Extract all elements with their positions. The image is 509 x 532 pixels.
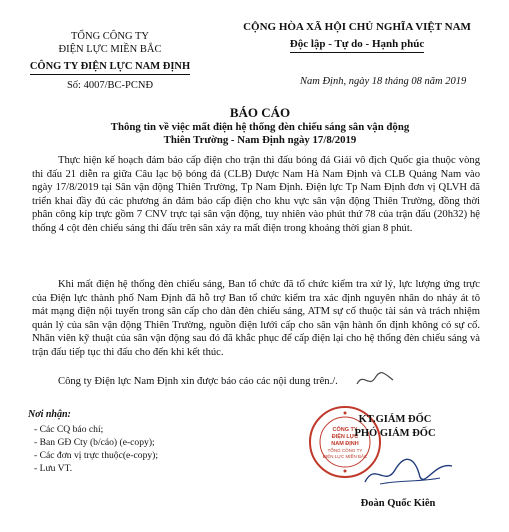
svg-text:CÔNG TY: CÔNG TY	[332, 427, 358, 433]
svg-text:ĐIỆN LỰC: ĐIỆN LỰC	[331, 434, 359, 440]
place-date: Nam Định, ngày 18 tháng 08 năm 2019	[300, 76, 467, 87]
initial-scribble	[355, 370, 395, 390]
signer-role-2: PHÓ GIÁM ĐỐC	[354, 428, 436, 439]
signature-block	[300, 413, 490, 441]
recipient-item: - Các CQ báo chí;	[34, 424, 104, 435]
report-title-block	[60, 105, 460, 147]
paragraph-1	[32, 154, 480, 236]
paragraph-3-text: Công ty Điện lực Nam Định xin được báo cáo các nội dung trên./.	[58, 376, 338, 387]
recipient-item: - Lưu VT.	[34, 463, 73, 474]
report-title: BÁO CÁO	[229, 105, 291, 120]
recipient-item: - Ban GĐ Cty (b/cáo) (e-copy);	[34, 437, 155, 448]
national-header	[222, 20, 492, 53]
org-name: CÔNG TY ĐIỆN LỰC NAM ĐỊNH	[30, 60, 190, 75]
paragraph-2	[32, 278, 480, 360]
paragraph-3	[32, 375, 480, 389]
country-name: CỘNG HÒA XÃ HỘI CHỦ NGHĨA VIỆT NAM	[243, 21, 471, 33]
handwritten-signature	[360, 452, 460, 492]
motto: Độc lập - Tự do - Hạnh phúc	[290, 37, 424, 53]
svg-text:ĐIỆN LỰC MIỀN BẮC: ĐIỆN LỰC MIỀN BẮC	[322, 454, 368, 459]
doc-number: Số: 4007/BC-PCNĐ	[66, 80, 154, 91]
org-parent: TỔNG CÔNG TY	[71, 31, 149, 42]
recipients-heading: Nơi nhận:	[28, 409, 71, 420]
svg-text:NAM ĐỊNH: NAM ĐỊNH	[331, 441, 359, 447]
signer-name: Đoàn Quốc Kiên	[360, 498, 436, 509]
svg-text:TỔNG CÔNG TY: TỔNG CÔNG TY	[327, 448, 363, 453]
report-subtitle-1: Thông tin về việc mất điện hệ thống đèn chiếu sáng sân vận động	[110, 121, 410, 133]
org-header	[20, 30, 200, 92]
report-subtitle-2: Thiên Trường - Nam Định ngày 17/8/2019	[163, 134, 357, 146]
signer-role-1: KT.GIÁM ĐỐC	[358, 414, 432, 425]
paragraph-2-text: Khi mất điện hệ thống đèn chiếu sáng, Ban tổ chức đã tổ chức kiểm tra xử lý, lực lượng ứng trực của Điện lực thành phố Nam Định đã hỗ trợ Ban tổ chức kiểm tra xác định nguyên nhân do nhảy át tô mát mạng điện nội tuyến trong sân cấp cho dàn đèn chiếu sáng, ATM sự cố thuộc tài sản và trách nhiệm quản lý của sân vận động Thiên Trường, nguồn điện lưới cấp cho sân vận hành ổn định không có sự cố. Nhân viên kỹ thuật của sân vận động sau đó đã khắc phục để cấp điện lại cho hệ thống đèn chiếu sáng và trận đấu tiếp tục thi đấu cho đến khi kết thúc.	[32, 279, 480, 358]
org-parent-2: ĐIỆN LỰC MIỀN BẮC	[58, 44, 162, 55]
recipient-item: - Các đơn vị trực thuộc(e-copy);	[34, 450, 159, 461]
paragraph-1-text: Thực hiện kế hoạch đảm bảo cấp điện cho trận thi đấu bóng đá Giải vô địch Quốc gia thuộc vòng thi đấu 21 diễn ra giữa Câu lạc bộ bóng đá (CLB) Dược Nam Hà Nam Định và CLB Quảng Nam vào ngày 17/8/2019 tại Sân vận động Thiên Trường, Tp Nam Định. Điện lực Tp Nam Định đơn vị QLVH đã triển khai đầy đủ các phương án đảm bảo cấp điện cho khu vực sân vận động Thiên Trường, đồng thời phân công kíp trực gồm 7 CNV trực tại sân vận động, tuy nhiên vào phút thứ 78 của trận đấu (20h32) hệ thống 4 cột đèn chiếu sáng thi đấu trên sân xảy ra mất điện trong khoảng thời gian 8 phút.	[32, 155, 480, 234]
